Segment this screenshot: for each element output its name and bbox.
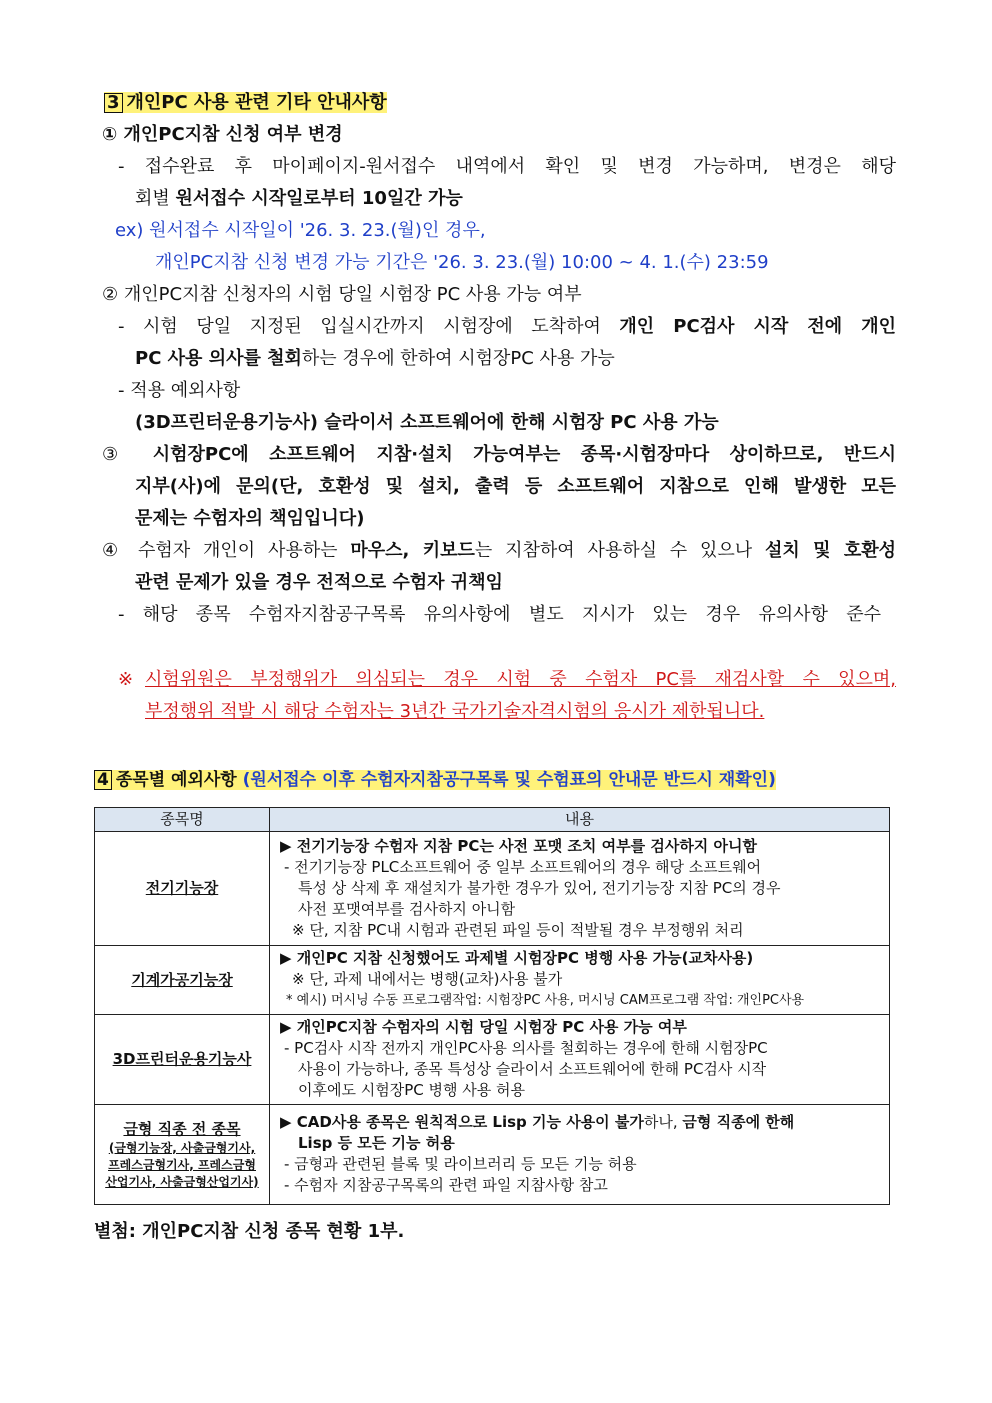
notice-line1: 시험위원은 부정행위가 의심되는 경우 시험 중 수험자 PC를 재검사할 수 있으며, xyxy=(145,669,896,690)
item4-line1-bold2: 설치 및 호환성 xyxy=(764,540,897,561)
row-content xyxy=(270,832,890,946)
section4-number: 4 xyxy=(94,770,112,790)
item2-line2-bold: PC 사용 의사를 철회 xyxy=(135,348,302,369)
content-line: - PC검사 시작 전까지 개인PC사용 의사를 철회하는 경우에 한해 시험장PC xyxy=(284,1039,768,1057)
item3-line1-text: 시험장PC에 소프트웨어 지참·설치 가능여부는 종목·시험장마다 상이하므로, 반드시 xyxy=(152,444,896,465)
item1-title-text: 개인PC지참 신청 여부 변경 xyxy=(123,124,343,145)
item2-line1-text: - 시험 당일 지정된 입실시간까지 시험장에 도착하여 xyxy=(118,316,620,337)
section3-heading xyxy=(104,90,387,116)
section4-title: 종목별 예외사항 xyxy=(115,770,237,790)
item2-line1 xyxy=(118,314,896,340)
item4-line1 xyxy=(102,538,896,564)
content-line: ▶ 개인PC지참 수험자의 시험 당일 시험장 PC 사용 가능 여부 xyxy=(280,1018,687,1036)
content-line: ※ 단, 과제 내에서는 병행(교차)사용 불가 xyxy=(292,970,563,988)
item4-line1-mid: 는 지참하여 사용하실 수 있으나 xyxy=(474,540,765,561)
item1-line2 xyxy=(135,186,463,212)
item2-line2 xyxy=(135,346,615,372)
item1-dash-line: - 접수완료 후 마이페이지-원서접수 내역에서 확인 및 변경 가능하며, 변경은 해당 xyxy=(118,156,896,177)
table-row xyxy=(95,1105,890,1205)
content-line: * 예시) 머시닝 수동 프로그램작업: 시험장PC 사용, 머시닝 CAM프로그램 작업: 개인PC사용 xyxy=(286,993,805,1008)
content-part: 금형 직종에 한해 xyxy=(682,1113,795,1131)
row-name-sub: (금형기능장, 사출금형기사, xyxy=(108,1140,256,1155)
item3-mark: ③ xyxy=(102,444,133,465)
item3-line2: 지부(사)에 문의(단, 호환성 및 설치, 출력 등 소프트웨어 지참으로 인해 발생한 모든 xyxy=(135,476,896,497)
item4-line3: - 해당 종목 수험자지참공구목록 유의사항에 별도 지시가 있는 경우 유의사항 준수 xyxy=(118,604,881,625)
item4-line1-text: 수험자 개인이 사용하는 xyxy=(138,540,351,561)
item1-line2-text: 회별 xyxy=(135,188,176,209)
section4-title-note: (원서접수 이후 수험자지참공구목록 및 수험표의 안내문 반드시 재확인) xyxy=(242,770,776,790)
content-line: 특성 상 삭제 후 재설치가 불가한 경우가 있어, 전기기능장 지참 PC의 경우 xyxy=(298,878,781,897)
row-name: 전기기능장 xyxy=(95,832,270,946)
item3-line1 xyxy=(102,442,896,468)
content-line: - 금형과 관련된 블록 및 라이브러리 등 모든 기능 허용 xyxy=(284,1155,637,1173)
row-name-main: 금형 직종 전 종목 xyxy=(123,1119,241,1138)
row-name-sub: 프레스금형기사, 프레스금형 xyxy=(108,1157,256,1172)
table-header-row xyxy=(95,808,890,832)
item2-line4: (3D프린터운용기능사) 슬라이서 소프트웨어에 한해 시험장 PC 사용 가능 xyxy=(135,412,719,433)
item2-title-text: 개인PC지참 신청자의 시험 당일 시험장 PC 사용 가능 여부 xyxy=(123,284,582,305)
header-content: 내용 xyxy=(270,808,890,832)
example-line1: ex) 원서접수 시작일이 '26. 3. 23.(월)인 경우, xyxy=(115,220,486,241)
attachment-note: 별첨: 개인PC지참 신청 종목 현황 1부. xyxy=(94,1221,405,1242)
item4-line1-bold1: 마우스, 키보드 xyxy=(350,540,475,561)
item1-mark: ① xyxy=(102,124,118,145)
item1-line2-bold: 원서접수 시작일로부터 10일간 가능 xyxy=(175,188,463,209)
content-line: ▶ 개인PC 지참 신청했어도 과제별 시험장PC 병행 사용 가능(교차사용) xyxy=(280,949,754,967)
content-line: 사용이 가능하나, 종목 특성상 슬라이서 소프트웨어에 한해 PC검사 시작 xyxy=(298,1060,767,1078)
row-name-sub: 산업기사, 사출금형산업기사) xyxy=(105,1174,259,1189)
table-row xyxy=(95,1015,890,1105)
content-part: ▶ CAD사용 종목은 xyxy=(280,1113,415,1131)
row-name xyxy=(95,1105,270,1205)
notice-line2: 부정행위 적발 시 해당 수험자는 3년간 국가기술자격시험의 응시가 제한됩니다. xyxy=(145,701,765,722)
item3-line3: 문제는 수험자의 책임입니다) xyxy=(135,508,365,529)
content-part: 하나, xyxy=(643,1113,683,1131)
content-line: ▶ 전기기능장 수험자 지참 PC는 사전 포맷 조치 여부를 검사하지 아니함 xyxy=(280,836,757,855)
row-content xyxy=(270,1015,890,1105)
section3-number: 3 xyxy=(104,93,123,113)
notice-mark: ※ xyxy=(118,669,134,690)
row-content xyxy=(270,946,890,1015)
item2-line3: - 적용 예외사항 xyxy=(118,380,241,401)
content-line: - 전기기능장 PLC소프트웨어 중 일부 소프트웨어의 경우 해당 소프트웨어 xyxy=(284,857,762,876)
content-line xyxy=(280,1112,883,1133)
exceptions-table xyxy=(94,807,890,1205)
item4-line2: 관련 문제가 있을 경우 전적으로 수험자 귀책임 xyxy=(135,572,503,593)
content-line: ※ 단, 지참 PC내 시험과 관련된 파일 등이 적발될 경우 부정행위 처리 xyxy=(292,920,744,939)
item4-mark: ④ xyxy=(102,540,126,561)
row-content xyxy=(270,1105,890,1205)
content-line: - 수험자 지참공구목록의 관련 파일 지참사항 참고 xyxy=(284,1176,608,1194)
header-item-name: 종목명 xyxy=(95,808,270,832)
item2-line1-bold: 개인 PC검사 시작 전에 개인 xyxy=(619,316,896,337)
example-line2: 개인PC지참 신청 변경 가능 기간은 '26. 3. 23.(월) 10:00 ~ 4. 1.(수) 23:59 xyxy=(155,252,769,273)
section4-heading xyxy=(94,767,776,793)
table-row xyxy=(95,946,890,1015)
table-row xyxy=(95,832,890,946)
content-line: Lisp 등 모든 기능 허용 xyxy=(298,1134,455,1152)
item2-mark: ② xyxy=(102,284,119,305)
content-line: 사전 포맷여부를 검사하지 아니함 xyxy=(298,899,516,918)
row-name: 3D프린터운용기능사 xyxy=(95,1015,270,1105)
section3-title: 개인PC 사용 관련 기타 안내사항 xyxy=(126,92,387,113)
item1-title xyxy=(102,122,343,148)
content-part: 원칙적으로 Lisp 기능 사용이 불가 xyxy=(414,1113,644,1131)
content-line: 이후에도 시험장PC 병행 사용 허용 xyxy=(298,1081,525,1099)
row-name: 기계가공기능장 xyxy=(95,946,270,1015)
item2-title xyxy=(102,282,582,308)
item2-line2-text: 하는 경우에 한하여 시험장PC 사용 가능 xyxy=(301,348,615,369)
